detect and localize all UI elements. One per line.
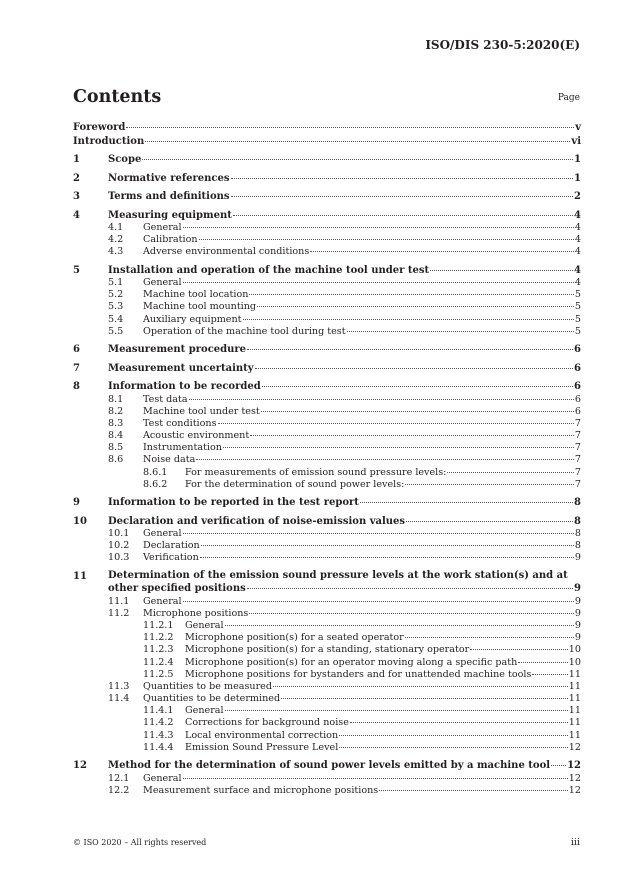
dot-leader: [249, 294, 573, 295]
toc-entry-number: 5: [73, 264, 80, 276]
toc-entry[interactable]: [73, 222, 581, 234]
toc-entry-title: Emission Sound Pressure Level: [185, 741, 339, 753]
toc-entry-title: Declaration and verification of noise-emission values: [108, 515, 406, 527]
toc-entry[interactable]: [73, 343, 581, 357]
page-column-label: Page: [557, 93, 580, 103]
toc-entry-number: 8: [73, 381, 80, 392]
dot-leader: [532, 674, 567, 675]
toc-entry-page: v: [575, 122, 581, 133]
toc-entry-title: General: [143, 772, 182, 784]
toc-entry-number: 5.4: [108, 313, 124, 325]
dot-leader: [447, 472, 574, 473]
dot-leader: [225, 625, 574, 626]
toc-entry-title: Machine tool under test: [143, 405, 260, 417]
toc-entry-page: 11: [568, 729, 581, 741]
toc-entry[interactable]: [73, 418, 581, 430]
toc-entry[interactable]: [73, 669, 581, 681]
toc-entry[interactable]: [73, 496, 581, 510]
toc-entry[interactable]: [73, 135, 581, 149]
toc-entry-number: 5.3: [108, 301, 124, 313]
toc-entry-page: 5: [574, 313, 581, 325]
toc-entry-page: 4: [574, 209, 581, 221]
toc-entry[interactable]: [73, 759, 581, 773]
toc-entry-page: 10: [568, 644, 581, 656]
toc-entry-number: 11.2.4: [143, 656, 174, 668]
toc-entry-page: 8: [574, 515, 581, 527]
toc-entry-page: 9: [574, 619, 581, 631]
toc-entry[interactable]: [73, 693, 581, 705]
toc-entry-page: 12: [568, 772, 581, 784]
dot-leader: [231, 178, 574, 179]
toc-entry[interactable]: [73, 209, 581, 223]
toc-entry-number: 4.3: [108, 246, 124, 258]
toc-entry-title: Introduction: [73, 135, 145, 147]
toc-entry[interactable]: [73, 406, 581, 418]
toc-entry[interactable]: [73, 430, 581, 442]
toc-entry[interactable]: [73, 380, 581, 394]
toc-entry-page: 7: [574, 478, 581, 490]
toc-entry-title: Foreword: [73, 122, 126, 133]
dot-leader: [379, 790, 568, 791]
toc-entry-title: Installation and operation of the machine tool under test: [108, 264, 430, 276]
toc-entry[interactable]: [73, 596, 581, 608]
dot-leader: [243, 319, 574, 320]
toc-entry-page: 4: [574, 277, 581, 289]
toc-entry-number: 9: [73, 497, 80, 508]
toc-entry-title: General: [143, 222, 182, 233]
toc-entry-page: 1: [574, 172, 581, 184]
toc-entry-page: 5: [574, 301, 581, 313]
toc-entry-title: Information to be reported in the test report: [108, 497, 359, 508]
toc-entry-page: 10: [568, 656, 581, 668]
toc-entry[interactable]: [73, 785, 581, 797]
toc-entry-title: Adverse environmental conditions: [143, 246, 310, 258]
toc-entry-number: 11.1: [108, 595, 130, 607]
toc-entry-title: Local environmental correction: [185, 729, 339, 741]
dot-leader: [339, 747, 568, 748]
toc-entry-number: 1: [73, 154, 80, 165]
dot-leader: [470, 649, 568, 650]
dot-leader: [183, 778, 568, 779]
toc-entry[interactable]: [73, 454, 581, 466]
dot-leader: [347, 331, 574, 332]
toc-entry-title: Auxiliary equipment: [143, 313, 242, 325]
dot-leader: [189, 399, 574, 400]
dot-leader: [196, 459, 574, 460]
toc-entry[interactable]: [73, 172, 581, 186]
dot-leader: [201, 545, 574, 546]
dot-leader: [250, 435, 574, 436]
toc-entry-number: 11.4: [108, 693, 130, 705]
toc-entry-page: 1: [574, 154, 581, 165]
toc-entry-number: 12.2: [108, 784, 130, 796]
dot-leader: [247, 588, 573, 589]
toc-entry-page: 6: [574, 393, 581, 405]
toc-entry-title: Scope: [108, 154, 142, 165]
toc-entry-page: 12: [567, 760, 581, 771]
toc-entry[interactable]: [73, 153, 581, 167]
toc-entry[interactable]: [73, 467, 581, 479]
toc-entry-number: 12.1: [108, 772, 130, 784]
dot-leader: [551, 765, 566, 766]
toc-entry[interactable]: [73, 479, 581, 491]
document-id: ISO/DIS 230-5:2020(E): [425, 38, 580, 52]
toc-entry-page: 9: [574, 552, 581, 564]
toc-entry-page: 8: [574, 497, 581, 508]
toc-entry-page: 7: [574, 442, 581, 454]
toc-entry-page: 11: [568, 705, 581, 717]
toc-entry-page: 4: [574, 222, 581, 233]
toc-entry-title: Measuring equipment: [108, 209, 232, 221]
toc-entry[interactable]: [73, 620, 581, 632]
dot-leader: [225, 710, 568, 711]
toc-entry-number: 4.2: [108, 234, 124, 246]
dot-leader: [281, 698, 568, 699]
toc-entry-title: Test data: [143, 393, 188, 405]
toc-entry[interactable]: [73, 552, 581, 564]
toc-entry-title: Microphone positions: [143, 607, 249, 619]
toc-entry-number: 8.6: [108, 454, 124, 466]
toc-entry-page: 9: [574, 595, 581, 607]
toc-entry[interactable]: [73, 657, 581, 669]
toc-entry-title: Corrections for background noise: [185, 717, 349, 729]
dot-leader: [405, 484, 574, 485]
toc-entry-number: 11.2.1: [143, 619, 174, 631]
toc-entry-number: 5.1: [108, 277, 124, 289]
toc-entry-number: 11.2.5: [143, 668, 174, 680]
dot-leader: [218, 423, 574, 424]
dot-leader: [126, 127, 574, 128]
toc-entry-number: 4.1: [108, 222, 124, 233]
dot-leader: [183, 601, 574, 602]
dot-leader: [255, 368, 573, 369]
toc-entry[interactable]: [73, 234, 581, 246]
toc-entry-page: 4: [574, 264, 581, 276]
toc-entry[interactable]: [73, 394, 581, 406]
dot-leader: [350, 722, 568, 723]
toc-entry[interactable]: [73, 442, 581, 454]
toc-entry-number: 8.2: [108, 405, 124, 417]
dot-leader: [183, 227, 574, 228]
toc-entry-number: 8.3: [108, 417, 124, 429]
toc-entry-title: Method for the determination of sound power levels emitted by a machine tool: [108, 760, 551, 771]
toc-entry-title: General: [185, 619, 224, 631]
toc-entry-title: Microphone position(s) for a standing, stationary operator: [185, 644, 470, 656]
toc-entry-page: 11: [568, 680, 581, 692]
toc-entry[interactable]: [73, 705, 581, 717]
toc-entry-page: 9: [574, 583, 581, 595]
toc-entry-title: Machine tool mounting: [143, 301, 257, 313]
toc-entry[interactable]: [73, 121, 581, 135]
dot-leader: [310, 251, 574, 252]
toc-entry-page: 2: [574, 191, 581, 202]
toc-entry-number: 8.6.2: [143, 478, 168, 490]
toc-entry-page: 12: [568, 741, 581, 753]
dot-leader: [406, 521, 573, 522]
toc-entry-title: For measurements of emission sound pressure levels:: [185, 466, 447, 478]
copyright-notice: © ISO 2020 – All rights reserved: [73, 838, 207, 847]
toc-entry-number: 11.4.3: [143, 729, 174, 741]
toc-entry-page: 7: [574, 466, 581, 478]
toc-entry-page: 8: [574, 540, 581, 552]
toc-entry-page: 4: [574, 234, 581, 246]
toc-entry-title: Terms and definitions: [108, 191, 230, 202]
toc-entry[interactable]: [73, 326, 581, 338]
toc-entry-title: For the determination of sound power levels:: [185, 478, 405, 490]
toc-entry-page: 6: [574, 362, 581, 374]
dot-leader: [262, 386, 573, 387]
toc-entry[interactable]: [73, 681, 581, 693]
toc-entry-page: vi: [571, 135, 581, 147]
toc-entry-title: Microphone position(s) for an operator moving along a specific path: [185, 656, 518, 668]
toc-entry[interactable]: [73, 515, 581, 529]
toc-entry[interactable]: [73, 190, 581, 204]
toc-entry-page: 7: [574, 430, 581, 442]
toc-entry-number: 11.4.1: [143, 705, 174, 717]
toc-entry[interactable]: [73, 314, 581, 326]
toc-entry-title: General: [143, 595, 182, 607]
toc-entry-number: 10.2: [108, 540, 130, 552]
toc-entry-number: 8.4: [108, 430, 124, 442]
toc-entry-number: 12: [73, 760, 87, 771]
toc-entry-page: 11: [568, 668, 581, 680]
toc-entry-number: 8.6.1: [143, 466, 168, 478]
toc-entry-page: 6: [574, 405, 581, 417]
toc-entry-title: Measurement procedure: [108, 344, 247, 355]
toc-entry-title: Normative references: [108, 172, 230, 184]
toc-entry-page: 6: [574, 344, 581, 355]
toc-entry-number: 11: [73, 570, 87, 582]
toc-entry-title: Operation of the machine tool during test: [143, 325, 346, 337]
toc-entry[interactable]: [73, 570, 581, 596]
toc-entry-number: 2: [73, 172, 80, 184]
toc-entry-title: Declaration: [143, 540, 200, 552]
toc-entry-title: Quantities to be measured: [143, 680, 272, 692]
toc-entry-number: 4: [73, 209, 80, 221]
dot-leader: [339, 735, 568, 736]
toc-entry-number: 3: [73, 191, 80, 202]
toc-entry-title: General: [185, 705, 224, 717]
toc-entry-number: 10.1: [108, 528, 130, 539]
toc-entry-title: Quantities to be determined: [143, 693, 281, 705]
toc-entry-number: 11.2.3: [143, 644, 174, 656]
toc-entry-title: Acoustic environment: [143, 430, 250, 442]
toc-entry[interactable]: [73, 742, 581, 754]
toc-entry[interactable]: [73, 246, 581, 258]
toc-entry[interactable]: [73, 362, 581, 376]
toc-entry-number: 11.4.4: [143, 741, 174, 753]
contents-heading: Contents: [73, 87, 162, 107]
toc-entry-page: 11: [568, 717, 581, 729]
toc-entry[interactable]: [73, 540, 581, 552]
toc-entry[interactable]: [73, 277, 581, 289]
dot-leader: [247, 349, 573, 350]
toc-entry-number: 5.2: [108, 289, 124, 301]
toc-entry-page: 9: [574, 607, 581, 619]
toc-entry[interactable]: [73, 289, 581, 301]
dot-leader: [261, 411, 574, 412]
toc-entry-number: 5.5: [108, 325, 124, 337]
dot-leader: [273, 686, 568, 687]
toc-entry-title: Calibration: [143, 234, 198, 246]
toc-entry-title: Test conditions: [143, 417, 217, 429]
dot-leader: [199, 239, 574, 240]
toc-entry-number: 11.3: [108, 680, 130, 692]
toc-entry-page: 7: [574, 417, 581, 429]
toc-entry-title: Verification: [143, 552, 199, 564]
toc-entry-title: Microphone positions for bystanders and for unattended machine tools: [185, 668, 532, 680]
toc-entry-number: 11.2: [108, 607, 130, 619]
dot-leader: [231, 196, 574, 197]
toc-entry[interactable]: [73, 632, 581, 644]
dot-leader: [200, 557, 574, 558]
table-of-contents: [73, 121, 581, 797]
toc-entry-title: Measurement surface and microphone positions: [143, 784, 379, 796]
toc-entry-page: 7: [574, 454, 581, 466]
dot-leader: [360, 502, 573, 503]
toc-entry-page: 4: [574, 246, 581, 258]
toc-entry-page: 6: [574, 381, 581, 392]
toc-entry[interactable]: [73, 301, 581, 313]
toc-entry[interactable]: [73, 608, 581, 620]
toc-entry-number: 8.1: [108, 393, 124, 405]
page-number: iii: [570, 837, 580, 848]
toc-entry-title: Machine tool location: [143, 289, 249, 301]
dot-leader: [430, 270, 573, 271]
toc-entry-title: Instrumentation: [143, 442, 222, 454]
toc-entry-page: 11: [568, 693, 581, 705]
toc-entry-number: 10: [73, 515, 87, 527]
toc-entry[interactable]: [73, 730, 581, 742]
toc-entry-page: 8: [574, 528, 581, 539]
toc-entry[interactable]: [73, 717, 581, 729]
dot-leader: [257, 306, 574, 307]
toc-entry-number: 8.5: [108, 442, 124, 454]
toc-entry-title: Measurement uncertainty: [108, 362, 254, 374]
toc-entry-page: 9: [574, 632, 581, 644]
toc-entry[interactable]: [73, 773, 581, 785]
toc-entry-title: General: [143, 277, 182, 289]
toc-entry[interactable]: [73, 528, 581, 540]
toc-entry-number: 6: [73, 344, 80, 355]
toc-entry-title: Determination of the emission sound pressure levels at the work station(s) and at: [108, 569, 568, 581]
toc-entry-number: 11.4.2: [143, 717, 174, 729]
toc-entry-page: 5: [574, 325, 581, 337]
toc-entry-title-continued: other specified positions: [108, 583, 246, 595]
toc-entry-title: Noise data: [143, 454, 196, 466]
toc-entry[interactable]: [73, 644, 581, 656]
dot-leader: [518, 662, 567, 663]
dot-leader: [405, 637, 574, 638]
dot-leader: [223, 447, 574, 448]
dot-leader: [183, 282, 574, 283]
dot-leader: [183, 533, 574, 534]
toc-entry-number: 7: [73, 362, 80, 374]
dot-leader: [249, 613, 574, 614]
dot-leader: [142, 159, 573, 160]
toc-entry-page: 12: [568, 784, 581, 796]
toc-entry-number: 10.3: [108, 552, 130, 564]
toc-entry-title: General: [143, 528, 182, 539]
toc-entry[interactable]: [73, 264, 581, 278]
toc-entry-title: Microphone position(s) for a seated operator: [185, 632, 404, 644]
toc-entry-title: Information to be recorded: [108, 381, 261, 392]
dot-leader: [145, 141, 570, 142]
toc-entry-number: 11.2.2: [143, 632, 174, 644]
dot-leader: [233, 215, 573, 216]
toc-entry-page: 5: [574, 289, 581, 301]
